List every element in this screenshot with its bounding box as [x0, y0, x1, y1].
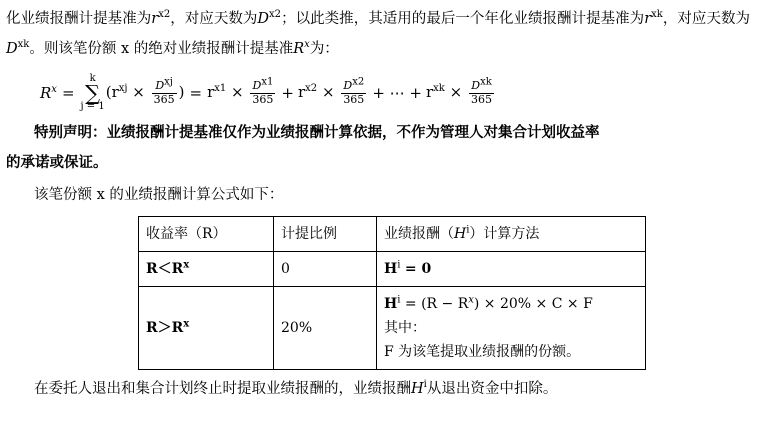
- formula-term-2: $r^{x2}$ × $\frac{Dx2}{365}$: [297, 76, 365, 106]
- paragraph-calculation-basis: [0, 0, 760, 64]
- variable-subscript: xk: [17, 39, 30, 51]
- fraction-dx2-365: $\frac{Dx2}{365}$: [343, 76, 365, 106]
- text-segment: ，对应天数为: [170, 11, 258, 27]
- cell-formula-zero: $H^i = 0$: [377, 252, 646, 287]
- declaration-line-1: 业绩报酬计提基准仅作为业绩报酬计算依据，不作为管理人对集合计划收益率: [106, 124, 600, 141]
- table-header-row: [139, 217, 646, 252]
- text-segment: ，对应天数为: [662, 11, 751, 27]
- performance-fee-table: [138, 216, 646, 370]
- formula-sum-term: ($r^{xj}$ × $\frac{\text{Dxj}}{365}$ ): [105, 76, 185, 106]
- variable-capital-r: R: [293, 41, 305, 57]
- header-performance-fee-method: 业绩报酬$(H^i)$计算方法: [377, 217, 646, 252]
- variable-d: D: [6, 41, 18, 57]
- formula-term-1: $r^{x1}$ × $\frac{Dx1}{365}$: [207, 76, 274, 106]
- special-declaration: [0, 118, 760, 178]
- fraction-dx1-365: $\frac{Dx1}{365}$: [252, 76, 274, 106]
- equals-sign-2: =: [189, 84, 203, 102]
- cell-condition-above: $R>R^x$: [139, 287, 274, 370]
- variable-subscript: x: [304, 39, 310, 51]
- variable-r: r: [644, 11, 652, 27]
- declaration-line-2: 的承诺或保证。: [6, 154, 108, 171]
- text-segment: ；以此类推，其适用的最后一个年化业绩报酬计提基准为: [281, 11, 645, 27]
- cell-condition-below: $R<R^x$: [139, 252, 274, 287]
- fraction-dxj-365: $\frac{\text{Dxj}}{365}$: [153, 76, 175, 106]
- paragraph-deduction: [0, 370, 760, 404]
- header-return-rate: 收益率（R）: [139, 217, 274, 252]
- formula-line-2: 其中：: [384, 320, 426, 336]
- text-segment: 。则该笔份额 x 的绝对业绩报酬计提基准: [29, 41, 294, 57]
- header-accrual-ratio: 计提比例: [274, 217, 377, 252]
- formula-absolute-basis: [0, 70, 760, 116]
- variable-subscript: xk: [651, 9, 663, 21]
- equals-sign: =: [61, 84, 75, 102]
- text-segment: 在委托人退出和集合计划终止时提取业绩报酬的，业绩报酬: [34, 381, 411, 397]
- ellipsis: + ⋯ +: [372, 84, 422, 102]
- formula-lhs: $R^x$: [40, 84, 57, 102]
- variable-d: D: [257, 11, 270, 27]
- table-row: [139, 287, 646, 370]
- declaration-label: 特别声明：: [34, 124, 107, 141]
- cell-formula-fee: [377, 287, 646, 370]
- text-segment: 化业绩报酬计提基准为: [6, 11, 152, 27]
- variable-subscript: i: [423, 379, 427, 391]
- variable-r: r: [151, 11, 159, 27]
- formula-line-3: F 为该笔提取业绩报酬的份额。: [384, 344, 581, 360]
- cell-ratio-zero: 0: [274, 252, 377, 287]
- formula-term-k: $r^{xk}$ × $\frac{\text{Dxk}}{365}$: [426, 76, 493, 106]
- table-intro-text: 该笔份额 x 的业绩报酬计算公式如下：: [34, 187, 284, 203]
- variable-h: H: [411, 381, 424, 397]
- text-segment: 为：: [309, 41, 339, 57]
- summation-symbol: k ∑ j = 1: [80, 72, 105, 113]
- formula-line-1: $H^i = (R - R^x) \times 20\% \times C \times F$: [384, 294, 593, 312]
- variable-subscript: x2: [158, 9, 171, 21]
- variable-subscript: x2: [269, 9, 282, 21]
- text-segment: 从退出资金中扣除。: [426, 381, 558, 397]
- cell-ratio-twenty: 20%: [274, 287, 377, 370]
- table-row: [139, 252, 646, 287]
- fraction-dxk-365: $\frac{\text{Dxk}}{365}$: [471, 76, 493, 106]
- plus-sign: +: [281, 84, 294, 102]
